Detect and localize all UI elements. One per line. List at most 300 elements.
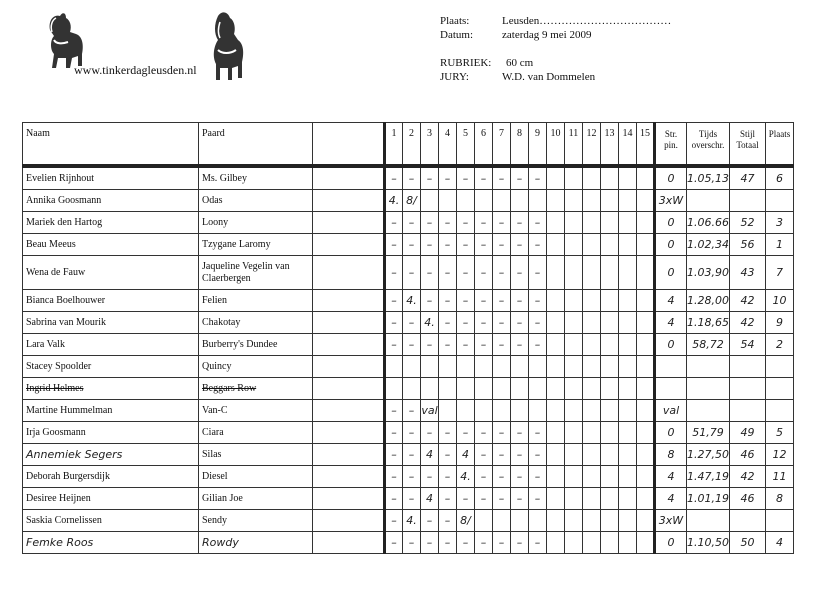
obstacle-mark: – — [493, 444, 511, 466]
horse-name: Ms. Gilbey — [199, 166, 313, 190]
obstacle-mark: – — [511, 532, 529, 554]
obstacle-mark — [565, 312, 583, 334]
obstacle-mark: – — [439, 212, 457, 234]
blank-cell — [313, 334, 385, 356]
obstacle-mark: – — [493, 290, 511, 312]
obstacle-mark: – — [439, 256, 457, 290]
obstacle-mark — [385, 356, 403, 378]
obstacle-mark — [565, 532, 583, 554]
obstacle-mark — [619, 334, 637, 356]
col-naam: Naam — [23, 123, 199, 167]
stijl-value: 42 — [730, 312, 766, 334]
obstacle-mark — [619, 166, 637, 190]
plaats-value: 1 — [766, 234, 794, 256]
obstacle-mark: – — [493, 212, 511, 234]
obstacle-mark: – — [439, 444, 457, 466]
obstacle-mark — [619, 400, 637, 422]
blank-cell — [313, 466, 385, 488]
horse-name: Loony — [199, 212, 313, 234]
obstacle-mark — [583, 400, 601, 422]
obstacle-mark — [601, 400, 619, 422]
obstacle-mark — [547, 444, 565, 466]
obstacle-mark: – — [403, 466, 421, 488]
obstacle-mark: – — [457, 166, 475, 190]
col-obstacle: 9 — [529, 123, 547, 167]
rubriek-value: 60 cm — [506, 57, 534, 69]
col-tijds: Tijds overschr. — [687, 123, 730, 167]
obstacle-mark: – — [475, 256, 493, 290]
obstacle-mark — [565, 400, 583, 422]
obstacle-mark: – — [511, 166, 529, 190]
horse-icon — [204, 10, 248, 82]
rider-name: Ingrid Helmes — [23, 378, 199, 400]
obstacle-mark: – — [421, 256, 439, 290]
obstacle-mark: – — [493, 532, 511, 554]
obstacle-mark — [637, 356, 655, 378]
obstacle-mark — [475, 190, 493, 212]
obstacle-mark: – — [529, 234, 547, 256]
obstacle-mark: – — [457, 488, 475, 510]
obstacle-mark: – — [385, 256, 403, 290]
rider-name: Stacey Spoolder — [23, 356, 199, 378]
table-row — [23, 444, 794, 466]
obstacle-mark — [529, 400, 547, 422]
obstacle-mark — [637, 510, 655, 532]
plaats-value: 12 — [766, 444, 794, 466]
stijl-value: 54 — [730, 334, 766, 356]
obstacle-mark — [619, 234, 637, 256]
logo — [38, 10, 248, 88]
table-row — [23, 422, 794, 444]
obstacle-mark — [565, 212, 583, 234]
plaats-value: 11 — [766, 466, 794, 488]
horse-name: Rowdy — [199, 532, 313, 554]
horse-name: Diesel — [199, 466, 313, 488]
obstacle-mark — [601, 312, 619, 334]
obstacle-mark: – — [493, 488, 511, 510]
col-obstacle: 14 — [619, 123, 637, 167]
obstacle-mark — [619, 290, 637, 312]
obstacle-mark: 4. — [403, 510, 421, 532]
obstacle-mark: – — [421, 290, 439, 312]
table-row — [23, 378, 794, 400]
table-row — [23, 334, 794, 356]
obstacle-mark — [619, 510, 637, 532]
str-pin-value — [655, 378, 687, 400]
obstacle-mark: – — [493, 422, 511, 444]
obstacle-mark — [547, 422, 565, 444]
obstacle-mark — [565, 256, 583, 290]
horse-name: Chakotay — [199, 312, 313, 334]
plaats-value: 2 — [766, 334, 794, 356]
obstacle-mark: – — [421, 166, 439, 190]
horse-name: Gilian Joe — [199, 488, 313, 510]
obstacle-mark: – — [475, 532, 493, 554]
col-plaats: Plaats — [766, 123, 794, 167]
obstacle-mark: – — [457, 234, 475, 256]
obstacle-mark — [565, 190, 583, 212]
obstacle-mark — [421, 356, 439, 378]
obstacle-mark — [637, 422, 655, 444]
obstacle-mark: – — [529, 444, 547, 466]
time-value: 1.02,34 — [687, 234, 730, 256]
obstacle-mark: – — [385, 334, 403, 356]
obstacle-mark: – — [421, 212, 439, 234]
col-paard: Paard — [199, 123, 313, 167]
obstacle-mark: – — [457, 256, 475, 290]
table-row — [23, 166, 794, 190]
plaats-value: 4 — [766, 532, 794, 554]
obstacle-mark: – — [529, 334, 547, 356]
obstacle-mark: – — [403, 234, 421, 256]
blank-cell — [313, 400, 385, 422]
col-obstacle: 4 — [439, 123, 457, 167]
time-value: 1.01,19 — [687, 488, 730, 510]
obstacle-mark — [547, 290, 565, 312]
obstacle-mark — [637, 334, 655, 356]
stijl-value — [730, 510, 766, 532]
rider-name: Mariek den Hartog — [23, 212, 199, 234]
obstacle-mark — [565, 466, 583, 488]
obstacle-mark — [619, 488, 637, 510]
rider-name: Annemiek Segers — [23, 444, 199, 466]
time-value: 58,72 — [687, 334, 730, 356]
obstacle-mark — [601, 290, 619, 312]
obstacle-mark — [547, 532, 565, 554]
obstacle-mark: – — [403, 312, 421, 334]
obstacle-mark: – — [439, 532, 457, 554]
obstacle-mark — [547, 378, 565, 400]
horse-name: Sendy — [199, 510, 313, 532]
obstacle-mark: 4. — [457, 466, 475, 488]
obstacle-mark — [583, 190, 601, 212]
obstacle-mark — [475, 400, 493, 422]
horse-icon — [42, 10, 86, 70]
obstacle-mark — [511, 356, 529, 378]
time-value — [687, 510, 730, 532]
obstacle-mark — [421, 378, 439, 400]
obstacle-mark — [601, 488, 619, 510]
obstacle-mark — [565, 444, 583, 466]
col-obstacle: 1 — [385, 123, 403, 167]
stijl-value: 56 — [730, 234, 766, 256]
obstacle-mark — [601, 212, 619, 234]
obstacle-mark — [601, 510, 619, 532]
str-pin-value: 0 — [655, 334, 687, 356]
obstacle-mark — [601, 422, 619, 444]
obstacle-mark — [547, 256, 565, 290]
horse-name: Ciara — [199, 422, 313, 444]
obstacle-mark — [601, 234, 619, 256]
blank-cell — [313, 234, 385, 256]
obstacle-mark — [511, 400, 529, 422]
obstacle-mark: – — [439, 234, 457, 256]
time-value: 1.47,19 — [687, 466, 730, 488]
horse-name: Beggars Row — [199, 378, 313, 400]
stijl-value: 46 — [730, 488, 766, 510]
obstacle-mark: – — [385, 312, 403, 334]
obstacle-mark — [493, 356, 511, 378]
obstacle-mark — [619, 356, 637, 378]
obstacle-mark — [547, 312, 565, 334]
blank-cell — [313, 444, 385, 466]
obstacle-mark — [565, 378, 583, 400]
blank-cell — [313, 312, 385, 334]
str-pin-value: 0 — [655, 212, 687, 234]
obstacle-mark — [547, 510, 565, 532]
obstacle-mark — [493, 190, 511, 212]
str-pin-value: 4 — [655, 312, 687, 334]
rider-name: Wena de Fauw — [23, 256, 199, 290]
stijl-value: 42 — [730, 466, 766, 488]
stijl-value — [730, 400, 766, 422]
col-obstacle: 8 — [511, 123, 529, 167]
col-obstacle: 7 — [493, 123, 511, 167]
obstacle-mark: – — [475, 488, 493, 510]
obstacle-mark: 4 — [457, 444, 475, 466]
plaats-value: 6 — [766, 166, 794, 190]
obstacle-mark — [601, 378, 619, 400]
obstacle-mark — [457, 400, 475, 422]
obstacle-mark — [475, 356, 493, 378]
obstacle-mark — [619, 444, 637, 466]
obstacle-mark: – — [511, 488, 529, 510]
obstacle-mark: – — [403, 532, 421, 554]
table-row — [23, 532, 794, 554]
str-pin-value — [655, 356, 687, 378]
obstacle-mark: – — [385, 400, 403, 422]
obstacle-mark: – — [493, 256, 511, 290]
obstacle-mark: – — [493, 466, 511, 488]
obstacle-mark — [493, 510, 511, 532]
table-row — [23, 400, 794, 422]
table-row — [23, 234, 794, 256]
str-pin-value: 0 — [655, 422, 687, 444]
rider-name: Irja Goosmann — [23, 422, 199, 444]
obstacle-mark — [601, 256, 619, 290]
time-value: 1.18,65 — [687, 312, 730, 334]
obstacle-mark: – — [385, 234, 403, 256]
blank-cell — [313, 190, 385, 212]
obstacle-mark — [565, 422, 583, 444]
obstacle-mark — [439, 400, 457, 422]
blank-cell — [313, 378, 385, 400]
obstacle-mark: – — [511, 422, 529, 444]
time-value: 1.28,00 — [687, 290, 730, 312]
obstacle-mark — [619, 312, 637, 334]
rider-name: Annika Goosmann — [23, 190, 199, 212]
plaats-value: Leusden……………………………… — [502, 15, 672, 27]
obstacle-mark: – — [421, 234, 439, 256]
stijl-value: 46 — [730, 444, 766, 466]
obstacle-mark — [511, 510, 529, 532]
obstacle-mark: – — [511, 256, 529, 290]
obstacle-mark: – — [421, 466, 439, 488]
horse-name: Felien — [199, 290, 313, 312]
str-pin-value: 0 — [655, 234, 687, 256]
obstacle-mark — [511, 190, 529, 212]
blank-cell — [313, 290, 385, 312]
obstacle-mark: – — [529, 290, 547, 312]
obstacle-mark — [565, 290, 583, 312]
col-obstacle: 11 — [565, 123, 583, 167]
obstacle-mark — [565, 234, 583, 256]
col-obstacle: 5 — [457, 123, 475, 167]
obstacle-mark — [547, 356, 565, 378]
obstacle-mark: 8/ — [457, 510, 475, 532]
obstacle-mark — [583, 510, 601, 532]
obstacle-mark: – — [475, 290, 493, 312]
table-row — [23, 312, 794, 334]
obstacle-mark — [619, 256, 637, 290]
obstacle-mark — [637, 234, 655, 256]
obstacle-mark — [601, 166, 619, 190]
obstacle-mark — [547, 488, 565, 510]
str-pin-value: 4 — [655, 466, 687, 488]
obstacle-mark: – — [385, 166, 403, 190]
blank-cell — [313, 488, 385, 510]
obstacle-mark: – — [457, 290, 475, 312]
obstacle-mark — [619, 532, 637, 554]
horse-name: Jaqueline Vegelin van Claerbergen — [199, 256, 313, 290]
plaats-value — [766, 378, 794, 400]
datum-value: zaterdag 9 mei 2009 — [502, 29, 592, 41]
obstacle-mark: – — [403, 166, 421, 190]
obstacle-mark — [583, 356, 601, 378]
time-value — [687, 356, 730, 378]
blank-cell — [313, 532, 385, 554]
obstacle-mark: – — [457, 212, 475, 234]
horse-name: Silas — [199, 444, 313, 466]
obstacle-mark — [583, 444, 601, 466]
horse-name: Van-C — [199, 400, 313, 422]
rider-name: Martine Hummelman — [23, 400, 199, 422]
blank-cell — [313, 510, 385, 532]
str-pin-value: 0 — [655, 532, 687, 554]
obstacle-mark: – — [475, 334, 493, 356]
obstacle-mark: val — [421, 400, 439, 422]
obstacle-mark — [601, 444, 619, 466]
obstacle-mark — [619, 378, 637, 400]
obstacle-mark: 8/ — [403, 190, 421, 212]
obstacle-mark — [601, 334, 619, 356]
obstacle-mark: – — [475, 234, 493, 256]
obstacle-mark — [619, 190, 637, 212]
jury-label: JURY: — [440, 71, 469, 83]
stijl-value: 42 — [730, 290, 766, 312]
obstacle-mark — [583, 234, 601, 256]
obstacle-mark — [457, 378, 475, 400]
obstacle-mark — [475, 378, 493, 400]
time-value: 1.03,90 — [687, 256, 730, 290]
obstacle-mark: – — [439, 312, 457, 334]
table-row — [23, 190, 794, 212]
obstacle-mark: – — [457, 334, 475, 356]
obstacle-mark: – — [457, 422, 475, 444]
obstacle-mark: – — [385, 212, 403, 234]
datum-label: Datum: — [440, 29, 473, 41]
obstacle-mark: – — [493, 234, 511, 256]
plaats-value: 5 — [766, 422, 794, 444]
obstacle-mark — [565, 488, 583, 510]
col-obstacle: 2 — [403, 123, 421, 167]
obstacle-mark: – — [385, 466, 403, 488]
obstacle-mark — [583, 466, 601, 488]
table-body — [23, 166, 794, 554]
obstacle-mark: 4 — [421, 444, 439, 466]
obstacle-mark: – — [529, 422, 547, 444]
obstacle-mark — [637, 212, 655, 234]
stijl-value — [730, 356, 766, 378]
obstacle-mark: – — [457, 532, 475, 554]
obstacle-mark — [637, 190, 655, 212]
obstacle-mark: – — [529, 256, 547, 290]
stijl-value — [730, 190, 766, 212]
obstacle-mark — [547, 234, 565, 256]
obstacle-mark: – — [439, 466, 457, 488]
obstacle-mark: – — [511, 334, 529, 356]
obstacle-mark: – — [403, 444, 421, 466]
obstacle-mark: – — [385, 510, 403, 532]
obstacle-mark — [637, 256, 655, 290]
obstacle-mark: 4. — [403, 290, 421, 312]
obstacle-mark: – — [511, 234, 529, 256]
str-pin-value: 3xW — [655, 190, 687, 212]
obstacle-mark — [565, 510, 583, 532]
obstacle-mark: – — [475, 166, 493, 190]
obstacle-mark: – — [403, 212, 421, 234]
obstacle-mark: – — [421, 510, 439, 532]
horse-name: Quincy — [199, 356, 313, 378]
col-str-pin: Str. pin. — [655, 123, 687, 167]
obstacle-mark — [529, 378, 547, 400]
results-table — [22, 122, 794, 554]
obstacle-mark — [403, 356, 421, 378]
obstacle-mark — [601, 466, 619, 488]
obstacle-mark — [637, 166, 655, 190]
obstacle-mark: – — [457, 312, 475, 334]
plaats-value — [766, 190, 794, 212]
table-row — [23, 212, 794, 234]
obstacle-mark — [637, 466, 655, 488]
rider-name: Femke Roos — [23, 532, 199, 554]
stijl-value — [730, 378, 766, 400]
time-value: 1.06.66 — [687, 212, 730, 234]
str-pin-value: 0 — [655, 166, 687, 190]
obstacle-mark — [547, 190, 565, 212]
obstacle-mark — [457, 190, 475, 212]
obstacle-mark: – — [511, 444, 529, 466]
blank-cell — [313, 166, 385, 190]
obstacle-mark: – — [439, 290, 457, 312]
obstacle-mark — [637, 312, 655, 334]
blank-cell — [313, 422, 385, 444]
obstacle-mark — [529, 190, 547, 212]
obstacle-mark — [547, 334, 565, 356]
obstacle-mark — [529, 356, 547, 378]
str-pin-value: 0 — [655, 256, 687, 290]
rider-name: Lara Valk — [23, 334, 199, 356]
obstacle-mark: – — [529, 166, 547, 190]
obstacle-mark: – — [511, 466, 529, 488]
blank-cell — [313, 212, 385, 234]
obstacle-mark — [547, 212, 565, 234]
plaats-value: 7 — [766, 256, 794, 290]
table-row — [23, 488, 794, 510]
time-value — [687, 378, 730, 400]
obstacle-mark: – — [403, 256, 421, 290]
obstacle-mark — [583, 334, 601, 356]
